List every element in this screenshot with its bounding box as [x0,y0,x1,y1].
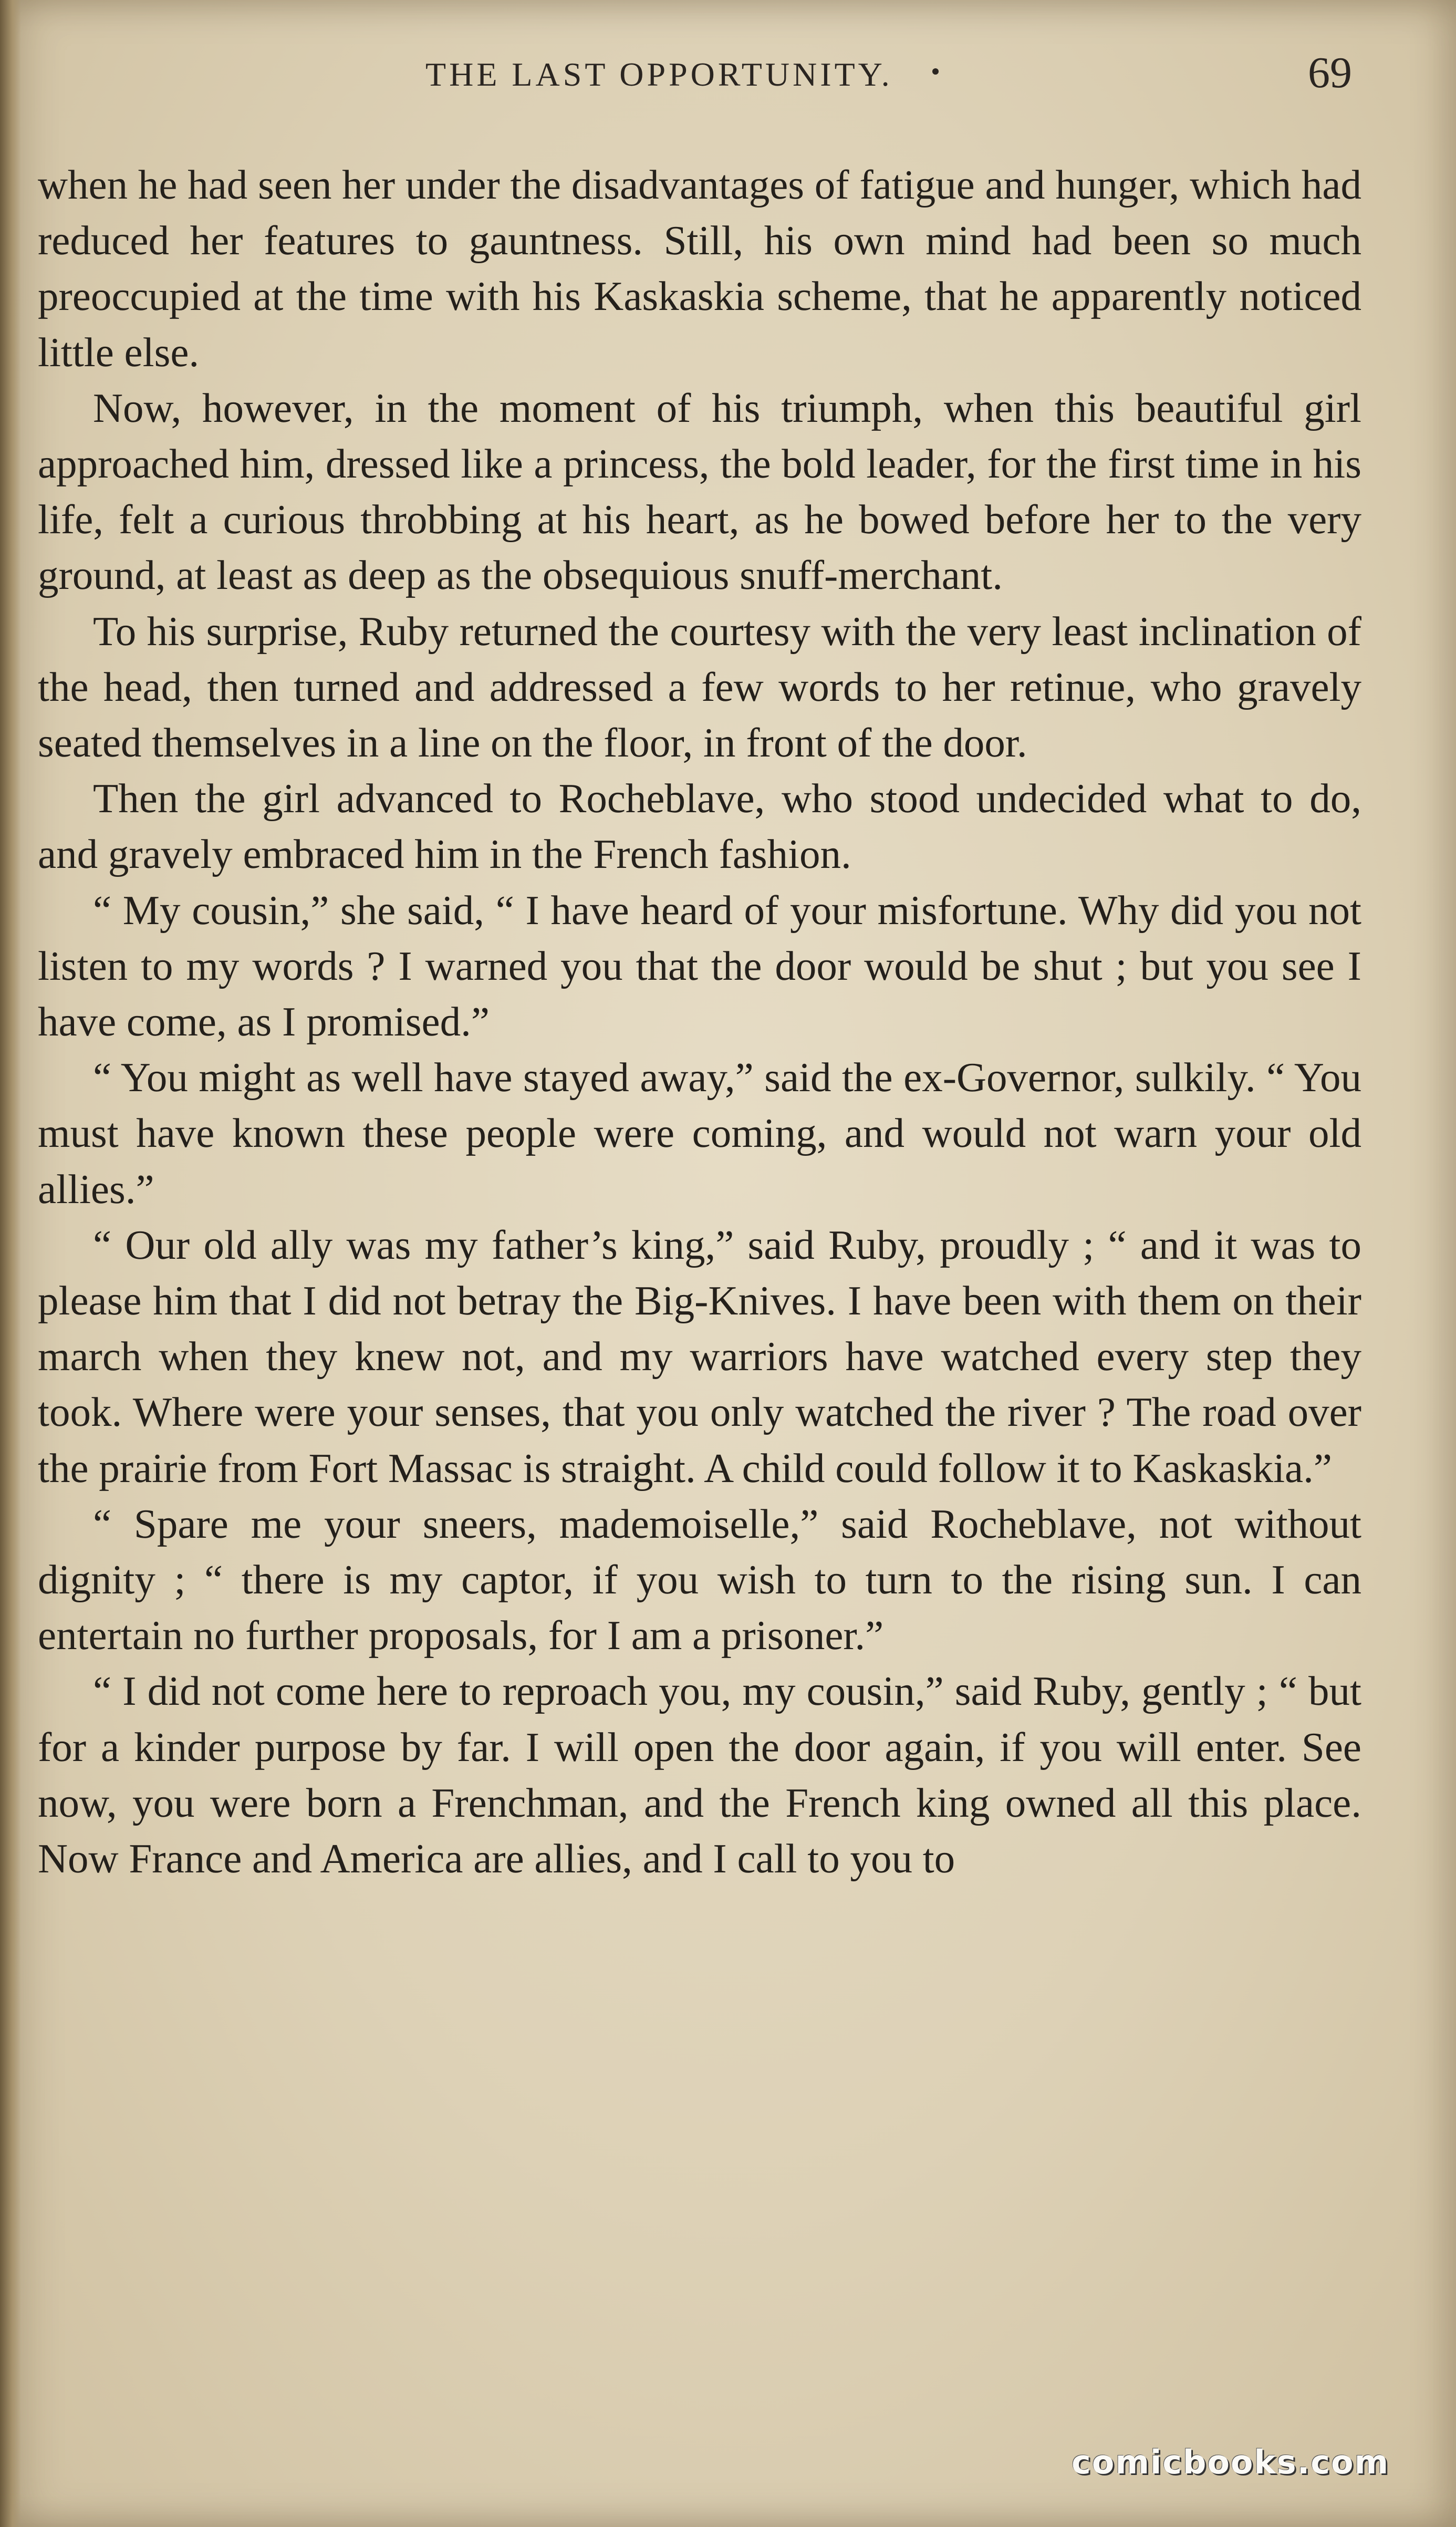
paragraph: “ Our old ally was my father’s king,” said Ruby, proudly ; “ and it was to please him that I did not betray the Big-Knives. I have been with them on their march when they knew not, and my warriors have watched every step they took. Where were your senses, that you only watched the river ? The road over the prairie from Fort Massac is straight. A child could follow it to Kaskaskia.” [38,1222,1361,1492]
running-title: THE LAST OPPORTUNITY. [425,56,893,93]
paragraph: To his surprise, Ruby returned the courtesy with the very least inclination of the head, then turned and addressed a few words to her retinue, who gravely seated themselves in a line on the floor, in front of the door. [38,608,1361,767]
paragraph: “ My cousin,” she said, “ I have heard of your misfortune. Why did you not listen to my words ? I warned you that the door would be shut ; but you see I have come, as I promised.” [38,887,1361,1045]
paragraph: “ Spare me your sneers, mademoiselle,” said Rocheblave, not without dignity ; “ there is my captor, if you wish to turn to the rising sun. I can entertain no further proposals, for I am a prisoner.” [38,1501,1361,1659]
page-header [0,50,1456,108]
watermark: comicbooks.com [1072,2443,1390,2481]
page-binding-edge [0,0,21,2527]
ink-speck [932,68,939,75]
page-body-text [38,158,1361,1887]
page-number: 69 [1308,48,1352,97]
paragraph: when he had seen her under the disadvantages of fatigue and hunger, which had reduced her features to gauntness. Still, his own mind had been so much preoccupied at the time with his Kaskaskia scheme, that he apparently noticed little else. [38,162,1361,376]
paragraph: “ I did not come here to reproach you, my cousin,” said Ruby, gently ; “ but for a kinder purpose by far. I will open the door again, if you will enter. See now, you were born a Frenchman, and the French king owned all this place. Now France and America are allies, and I call to you to [38,1669,1361,1882]
paragraph: Now, however, in the moment of his triumph, when this beautiful girl approached him, dressed like a princess, the bold leader, for the first time in his life, felt a curious throbbing at his heart, as he bowed before her to the very ground, at least as deep as the obsequious snuff-merchant. [38,385,1361,599]
paragraph: Then the girl advanced to Rocheblave, who stood undecided what to do, and gravely embraced him in the French fashion. [38,776,1361,878]
paragraph: “ You might as well have stayed away,” said the ex-Governor, sulkily. “ You must have known these people were coming, and would not warn your old allies.” [38,1055,1361,1213]
